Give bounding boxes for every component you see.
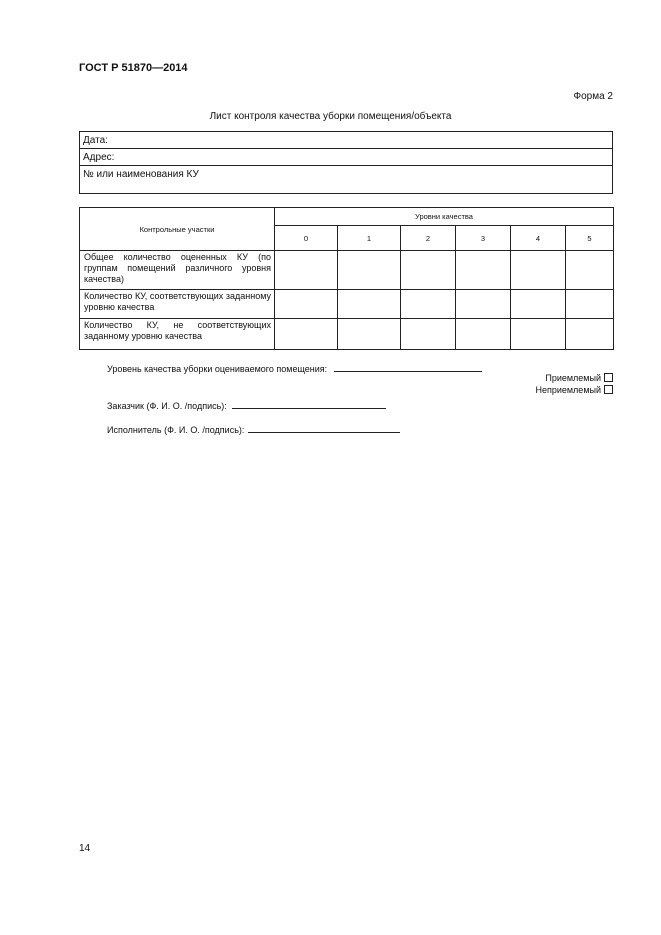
unacceptable-option[interactable] <box>535 385 613 395</box>
table-cell[interactable] <box>511 251 566 290</box>
document-code: ГОСТ Р 51870—2014 <box>79 62 188 74</box>
unacceptable-checkbox[interactable] <box>604 385 613 394</box>
table-cell[interactable] <box>275 251 338 290</box>
date-field[interactable] <box>80 132 612 149</box>
customer-label: Заказчик (Ф. И. О. /подпись): <box>107 401 227 411</box>
quality-levels-header: Уровни качества <box>275 208 614 226</box>
acceptable-option[interactable] <box>545 373 613 383</box>
level-header-5: 5 <box>566 226 614 251</box>
address-label: Адрес: <box>83 152 115 163</box>
table-cell[interactable] <box>338 290 401 319</box>
customer-signature-input[interactable] <box>232 398 386 409</box>
acceptable-label: Приемлемый <box>545 373 601 383</box>
ku-field[interactable] <box>80 166 612 193</box>
executor-label: Исполнитель (Ф. И. О. /подпись): <box>107 425 245 435</box>
table-cell[interactable] <box>566 251 614 290</box>
table-cell[interactable] <box>456 319 511 350</box>
quality-level-line <box>107 361 482 374</box>
customer-line <box>107 398 386 411</box>
level-header-4: 4 <box>511 226 566 251</box>
quality-level-label: Уровень качества уборки оцениваемого помещения: <box>107 364 328 374</box>
table-cell[interactable] <box>566 290 614 319</box>
table-cell[interactable] <box>456 251 511 290</box>
level-header-3: 3 <box>456 226 511 251</box>
table-cell[interactable] <box>511 290 566 319</box>
level-header-2: 2 <box>401 226 456 251</box>
table-cell[interactable] <box>511 319 566 350</box>
quality-table <box>79 207 614 350</box>
table-cell[interactable] <box>456 290 511 319</box>
unacceptable-label: Неприемлемый <box>535 385 601 395</box>
table-row <box>80 251 614 290</box>
table-cell[interactable] <box>566 319 614 350</box>
row-label-matching: Количество КУ, соответствующих заданному уровню качества <box>80 290 275 319</box>
table-cell[interactable] <box>401 319 456 350</box>
info-box <box>79 131 613 194</box>
acceptable-checkbox[interactable] <box>604 373 613 382</box>
executor-signature-input[interactable] <box>248 422 400 433</box>
table-cell[interactable] <box>338 319 401 350</box>
table-row <box>80 319 614 350</box>
ku-label: № или наименования КУ <box>83 169 199 180</box>
form-title: Лист контроля качества уборки помещения/объекта <box>209 111 452 122</box>
row-label-total: Общее количество оцененных КУ (по группам помещений различного уровня качества) <box>80 251 275 290</box>
table-cell[interactable] <box>401 251 456 290</box>
table-cell[interactable] <box>275 290 338 319</box>
address-field[interactable] <box>80 149 612 166</box>
table-cell[interactable] <box>275 319 338 350</box>
table-row <box>80 290 614 319</box>
level-header-0: 0 <box>275 226 338 251</box>
date-label: Дата: <box>83 135 108 146</box>
executor-line <box>107 422 400 435</box>
row-label-not-matching: Количество КУ, не соответствующих заданному уровню качества <box>80 319 275 350</box>
form-number: Форма 2 <box>573 91 613 102</box>
table-cell[interactable] <box>338 251 401 290</box>
table-cell[interactable] <box>401 290 456 319</box>
level-header-1: 1 <box>338 226 401 251</box>
control-areas-header: Контрольные участки <box>80 208 275 251</box>
quality-level-input[interactable] <box>334 361 482 372</box>
page-number: 14 <box>79 843 91 854</box>
